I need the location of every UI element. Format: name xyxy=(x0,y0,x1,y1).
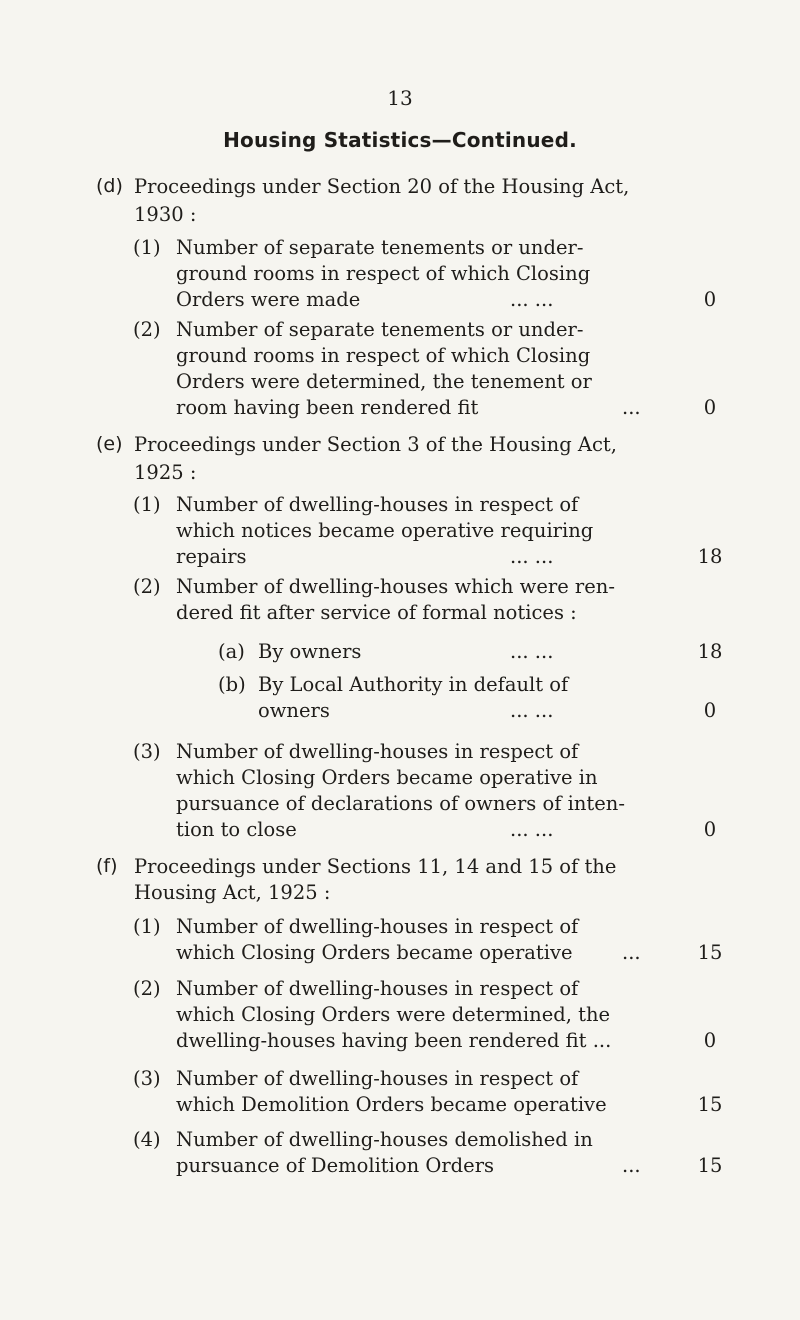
subitem-label: (a) xyxy=(218,640,245,663)
item-text-line: Number of dwelling-houses in respect of xyxy=(176,1067,579,1090)
item-number: (1) xyxy=(133,915,161,938)
item-text-line: ground rooms in respect of which Closing xyxy=(176,344,591,367)
leader-dots: ... ... xyxy=(510,288,554,311)
item-text-line: Number of dwelling-houses which were ren- xyxy=(176,575,615,598)
page-title: Housing Statistics—Continued. xyxy=(223,128,577,152)
section-heading-line: Proceedings under Sections 11, 14 and 15 of the xyxy=(134,855,617,878)
item-text-line: Number of dwelling-houses in respect of xyxy=(176,915,579,938)
leader-dots: ... xyxy=(622,396,641,419)
section-label-d: (d) xyxy=(96,175,123,197)
leader-dots: ... ... xyxy=(510,699,554,722)
section-heading-line: 1925 : xyxy=(134,461,197,484)
subitem-text-line: By owners xyxy=(258,640,362,663)
section-label-e: (e) xyxy=(96,433,123,455)
leader-dots: ... ... xyxy=(510,640,554,663)
leader-dots: ... ... xyxy=(510,545,554,568)
section-label-f: (f) xyxy=(96,855,118,877)
item-text-line: room having been rendered fit xyxy=(176,396,479,419)
subitem-label: (b) xyxy=(218,673,246,696)
item-value: 15 xyxy=(697,1093,723,1116)
item-number: (1) xyxy=(133,236,161,259)
item-text-line: Number of dwelling-houses in respect of xyxy=(176,740,579,763)
section-heading-line: Proceedings under Section 20 of the Housing Act, xyxy=(134,175,630,198)
item-text-line: ground rooms in respect of which Closing xyxy=(176,262,591,285)
item-number: (2) xyxy=(133,977,161,1000)
section-heading-line: Proceedings under Section 3 of the Housing Act, xyxy=(134,433,617,456)
item-text-line: pursuance of declarations of owners of inten- xyxy=(176,792,625,815)
item-text-line: Number of separate tenements or under- xyxy=(176,318,584,341)
item-text-line: Number of dwelling-houses demolished in xyxy=(176,1128,593,1151)
subitem-text-line: owners xyxy=(258,699,330,722)
item-text-line: which Closing Orders were determined, the xyxy=(176,1003,611,1026)
item-value: 18 xyxy=(697,545,723,568)
item-value: 0 xyxy=(703,288,717,311)
item-text-line: which Demolition Orders became operative xyxy=(176,1093,607,1116)
item-text-line: Number of separate tenements or under- xyxy=(176,236,584,259)
item-value: 0 xyxy=(703,396,717,419)
item-value: 0 xyxy=(703,1029,717,1052)
item-number: (2) xyxy=(133,575,161,598)
item-number: (2) xyxy=(133,318,161,341)
item-number: (4) xyxy=(133,1128,161,1151)
item-text-line: which Closing Orders became operative in xyxy=(176,766,598,789)
item-text-line: which notices became operative requiring xyxy=(176,519,594,542)
leader-dots: ... ... xyxy=(510,818,554,841)
leader-dots: ... xyxy=(622,941,641,964)
item-number: (3) xyxy=(133,1067,161,1090)
leader-dots: ... xyxy=(622,1154,641,1177)
item-number: (3) xyxy=(133,740,161,763)
item-text-line: Number of dwelling-houses in respect of xyxy=(176,493,579,516)
item-text-line: dwelling-houses having been rendered fit ... xyxy=(176,1029,612,1052)
item-text-line: Orders were determined, the tenement or xyxy=(176,370,592,393)
subitem-text-line: By Local Authority in default of xyxy=(258,673,569,696)
section-heading-line: Housing Act, 1925 : xyxy=(134,881,331,904)
section-heading-line: 1930 : xyxy=(134,203,197,226)
item-value: 0 xyxy=(703,699,717,722)
item-value: 18 xyxy=(697,640,723,663)
item-text-line: which Closing Orders became operative xyxy=(176,941,573,964)
item-value: 0 xyxy=(703,818,717,841)
page-number: 13 xyxy=(387,86,413,110)
item-text-line: Number of dwelling-houses in respect of xyxy=(176,977,579,1000)
item-text-line: tion to close xyxy=(176,818,297,841)
item-text-line: repairs xyxy=(176,545,247,568)
item-text-line: pursuance of Demolition Orders xyxy=(176,1154,495,1177)
item-text-line: dered fit after service of formal notices : xyxy=(176,601,577,624)
item-text-line: Orders were made xyxy=(176,288,361,311)
item-number: (1) xyxy=(133,493,161,516)
item-value: 15 xyxy=(697,1154,723,1177)
item-value: 15 xyxy=(697,941,723,964)
